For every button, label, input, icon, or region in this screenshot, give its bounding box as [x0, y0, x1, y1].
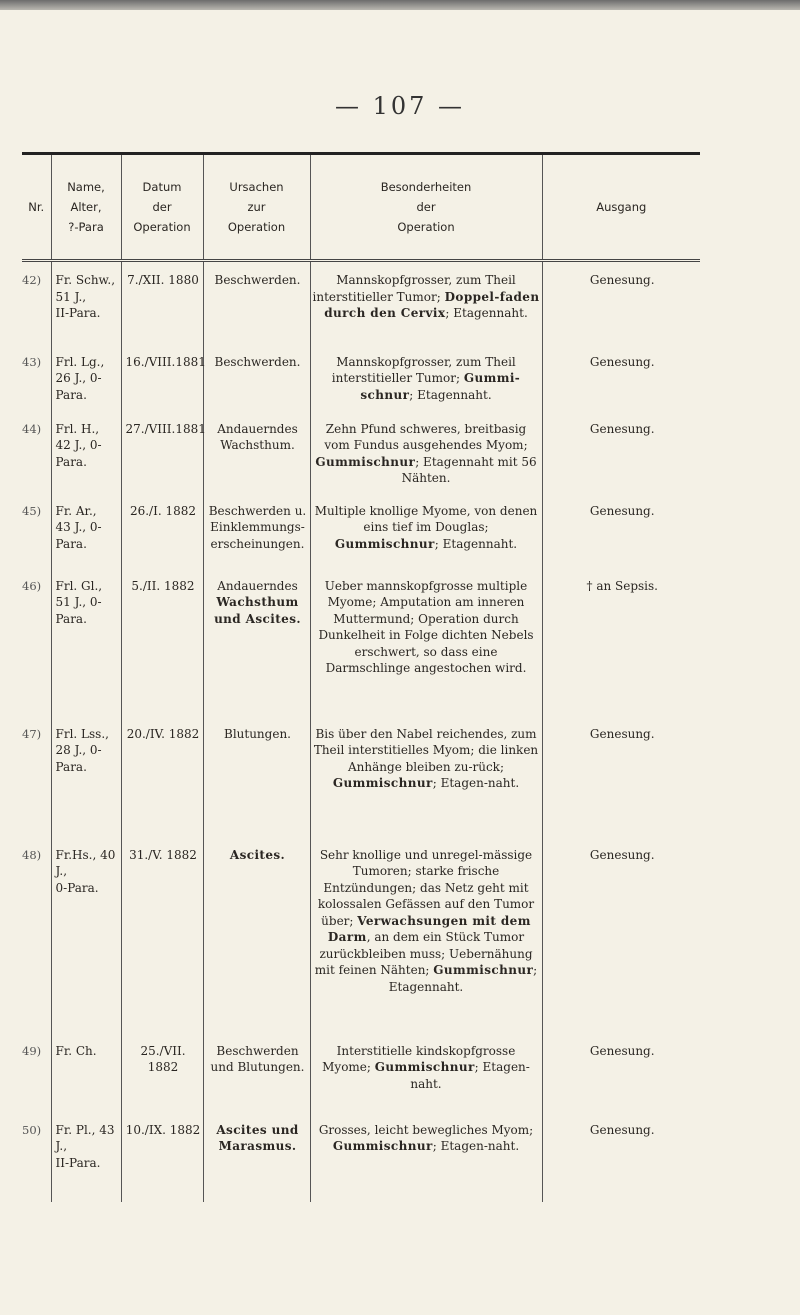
operation-date: 5./II. 1882: [121, 568, 203, 716]
header-name: Name, Alter, ?-Para: [51, 154, 121, 261]
patient-name: Frl. Lss., 28 J., 0-Para.: [51, 716, 121, 837]
table-row: [22, 1112, 700, 1202]
operation-date: 20./IV. 1882: [121, 716, 203, 837]
outcome: † an Sepsis.: [586, 578, 658, 593]
operation-remarks: Sehr knollige und unregel-mässige Tumoren; starke frische Entzündungen; das Netz geht mit kolossalen Gefässen auf den Tumor über; Verwachsungen mit dem Darm, an dem ein Stück Tumor zurückbleiben muss; Uebernähung mit feinen Nähten; Gummischnur; Etagennaht.: [310, 837, 542, 1033]
row-number: 44): [22, 411, 51, 493]
row-number: 43): [22, 344, 51, 411]
operation-date: 16./VIII.1881: [121, 344, 203, 411]
row-number: 49): [22, 1033, 51, 1112]
row-number: 42): [22, 261, 51, 344]
outcome: Genesung.: [589, 503, 655, 518]
operation-remarks: Mannskopfgrosser, zum Theil interstitieller Tumor; Gummi-schnur; Etagennaht.: [310, 344, 542, 411]
outcome: Genesung.: [589, 847, 655, 862]
operation-remarks: Interstitielle kindskopfgrosse Myome; Gummischnur; Etagen-naht.: [310, 1033, 542, 1112]
operation-date: 27./VIII.1881: [121, 411, 203, 493]
page-number: — 107 —: [334, 92, 466, 120]
operation-remarks: Multiple knollige Myome, von denen eins tief im Douglas; Gummischnur; Etagennaht.: [310, 493, 542, 568]
operation-cause: Blutungen.: [203, 716, 310, 837]
operation-date: 10./IX. 1882: [121, 1112, 203, 1202]
operation-cause: Beschwerden.: [203, 261, 310, 344]
scan-edge: [0, 0, 800, 10]
row-number: 45): [22, 493, 51, 568]
operation-cause: Beschwerden u. Einklemmungs- erscheinungen.: [203, 493, 310, 568]
patient-name: Fr. Schw., 51 J., II-Para.: [51, 261, 121, 344]
table-row: [22, 493, 700, 568]
header-remarks: Besonderheiten der Operation: [310, 154, 542, 261]
operation-cause: Andauerndes Wachsthum und Ascites.: [203, 568, 310, 716]
operation-cause: Beschwerden.: [203, 344, 310, 411]
patient-name: Fr. Ch.: [51, 1033, 121, 1112]
table-body: [22, 261, 700, 1202]
header-date: Datum der Operation: [121, 154, 203, 261]
patient-name: Fr. Pl., 43 J., II-Para.: [51, 1112, 121, 1202]
header-outcome: Ausgang: [542, 154, 700, 261]
operation-date: 26./I. 1882: [121, 493, 203, 568]
operation-remarks: Grosses, leicht bewegliches Myom; Gummischnur; Etagen-naht.: [310, 1112, 542, 1202]
header-nr: Nr.: [22, 154, 51, 261]
operation-remarks: Mannskopfgrosser, zum Theil interstitieller Tumor; Doppel-faden durch den Cervix; Etagennaht.: [310, 261, 542, 344]
table-row: [22, 344, 700, 411]
table-row: [22, 837, 700, 1033]
outcome: Genesung.: [589, 1043, 655, 1058]
patient-name: Fr.Hs., 40 J., 0-Para.: [51, 837, 121, 1033]
outcome: Genesung.: [589, 273, 655, 287]
table-row: [22, 411, 700, 493]
patient-name: Fr. Ar., 43 J., 0-Para.: [51, 493, 121, 568]
outcome: Genesung.: [589, 726, 655, 741]
patient-name: Frl. H., 42 J., 0-Para.: [51, 411, 121, 493]
operation-remarks: Zehn Pfund schweres, breitbasig vom Fundus ausgehendes Myom; Gummischnur; Etagennaht mit 56 Nähten.: [310, 411, 542, 493]
operation-cause: Ascites.: [203, 837, 310, 1033]
outcome: Genesung.: [589, 421, 655, 436]
outcome: Genesung.: [589, 354, 655, 369]
table-header: [22, 154, 700, 261]
operation-date: 31./V. 1882: [121, 837, 203, 1033]
row-number: 46): [22, 568, 51, 716]
table-row: [22, 568, 700, 716]
operation-date: 7./XII. 1880: [121, 261, 203, 344]
operation-remarks: Ueber mannskopfgrosse multiple Myome; Amputation am inneren Muttermund; Operation durch Dunkelheit in Folge dichten Nebels erschwert, so dass eine Darmschlinge angestochen wird.: [310, 568, 542, 716]
header-cause: Ursachen zur Operation: [203, 154, 310, 261]
outcome: Genesung.: [589, 1122, 655, 1137]
table-row: [22, 716, 700, 837]
row-number: 50): [22, 1112, 51, 1202]
table-row: [22, 261, 700, 344]
operation-cause: Ascites und Marasmus.: [203, 1112, 310, 1202]
patient-name: Frl. Lg., 26 J., 0-Para.: [51, 344, 121, 411]
table-row: [22, 1033, 700, 1112]
surgery-table: [22, 152, 700, 1202]
operation-date: 25./VII. 1882: [121, 1033, 203, 1112]
operation-cause: Andauerndes Wachsthum.: [203, 411, 310, 493]
row-number: 48): [22, 837, 51, 1033]
row-number: 47): [22, 716, 51, 837]
patient-name: Frl. Gl., 51 J., 0-Para.: [51, 568, 121, 716]
operation-remarks: Bis über den Nabel reichendes, zum Theil interstitielles Myom; die linken Anhänge bleiben zu-rück; Gummischnur; Etagen-naht.: [310, 716, 542, 837]
operation-cause: Beschwerden und Blutungen.: [203, 1033, 310, 1112]
